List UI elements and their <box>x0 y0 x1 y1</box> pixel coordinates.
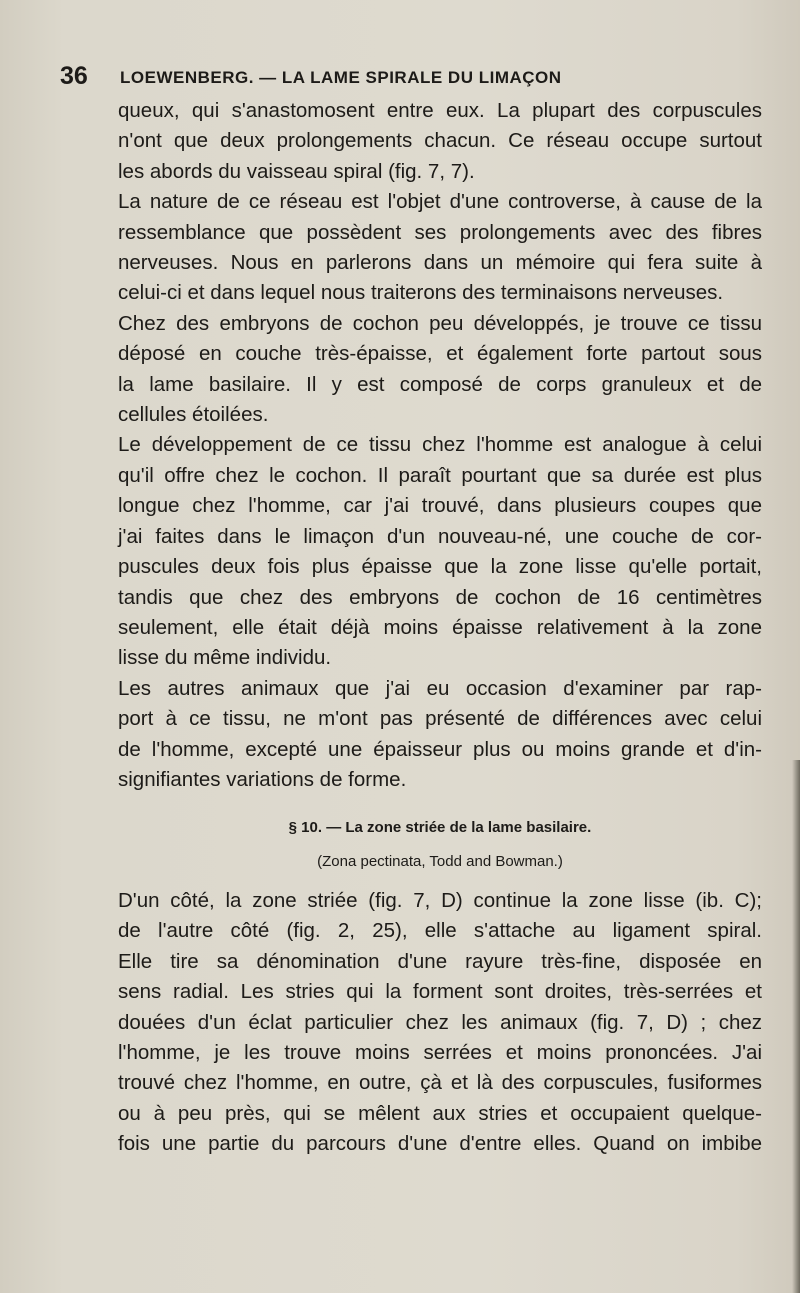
text-line: La nature de ce réseau est l'objet d'une controverse, à cause de la <box>118 190 762 214</box>
text-line: fois une partie du parcours d'une d'entre elles. Quand on imbibe <box>118 1132 762 1156</box>
text-line: la lame basilaire. Il y est composé de corps granuleux et de <box>118 372 762 396</box>
text-line: queux, qui s'anastomosent entre eux. La plupart des corpuscules <box>118 99 762 122</box>
text-line: celui-ci et dans lequel nous traiterons des terminaisons nerveuses. <box>118 281 724 305</box>
text-line: les abords du vaisseau spiral (fig. 7, 7). <box>118 159 475 183</box>
text-line: Elle tire sa dénomination d'une rayure très-fine, disposée en <box>118 949 762 973</box>
text-line: Chez des embryons de cochon peu développés, je trouve ce tissu <box>118 311 762 335</box>
body-text-block-1 <box>118 96 762 795</box>
text-line: nerveuses. Nous en parlerons dans un mémoire qui fera suite à <box>118 251 762 275</box>
text-line: port à ce tissu, ne m'ont pas présenté de différences avec celui <box>118 707 762 731</box>
text-line: qu'il offre chez le cochon. Il paraît pourtant que sa durée est plus <box>118 463 762 487</box>
running-header <box>60 62 750 92</box>
text-line: de l'homme, excepté une épaisseur plus ou moins grande et d'in- <box>118 737 762 761</box>
text-line: n'ont que deux prolongements chacun. Ce réseau occupe surtout <box>118 129 762 153</box>
text-line: lisse du même individu. <box>118 646 332 670</box>
text-line: cellules étoilées. <box>118 403 269 427</box>
text-line: tandis que chez des embryons de cochon de 16 centimètres <box>118 585 762 609</box>
page-number: 36 <box>60 62 88 90</box>
text-line: Le développement de ce tissu chez l'homme est analogue à celui <box>118 433 762 457</box>
text-line: trouvé chez l'homme, en outre, çà et là des corpuscules, fusiformes <box>118 1071 762 1095</box>
text-line: sens radial. Les stries qui la forment sont droites, très-serrées et <box>118 980 762 1004</box>
text-line: signifiantes variations de forme. <box>118 767 407 791</box>
section-heading: § 10. — La zone striée de la lame basilaire. <box>288 819 592 836</box>
text-line: seulement, elle était déjà moins épaisse relativement à la zone <box>118 615 762 639</box>
text-line: ressemblance que possèdent ses prolongements avec des fibres <box>118 220 762 244</box>
running-title: LOEWENBERG. — LA LAME SPIRALE DU LIMAÇON <box>120 68 562 87</box>
page-edge-shadow <box>792 760 800 1293</box>
text-line: Les autres animaux que j'ai eu occasion d'examiner par rap- <box>118 676 762 700</box>
text-line: puscules deux fois plus épaisse que la zone lisse qu'elle portait, <box>118 555 762 579</box>
text-line: j'ai faites dans le limaçon d'un nouveau-né, une couche de cor- <box>118 524 762 548</box>
text-line: douées d'un éclat particulier chez les animaux (fig. 7, D) ; chez <box>118 1010 762 1034</box>
section-subheading: (Zona pectinata, Todd and Bowman.) <box>317 853 563 870</box>
text-line: l'homme, je les trouve moins serrées et moins prononcées. J'ai <box>118 1041 762 1065</box>
text-line: de l'autre côté (fig. 2, 25), elle s'attache au ligament spiral. <box>118 919 762 943</box>
body-text-block-2 <box>118 886 762 1160</box>
text-line: longue chez l'homme, car j'ai trouvé, dans plusieurs coupes que <box>118 494 762 518</box>
text-line: D'un côté, la zone striée (fig. 7, D) continue la zone lisse (ib. C); <box>118 889 762 912</box>
text-line: ou à peu près, qui se mêlent aux stries et occupaient quelque- <box>118 1101 762 1125</box>
text-line: déposé en couche très-épaisse, et également forte partout sous <box>118 342 762 366</box>
